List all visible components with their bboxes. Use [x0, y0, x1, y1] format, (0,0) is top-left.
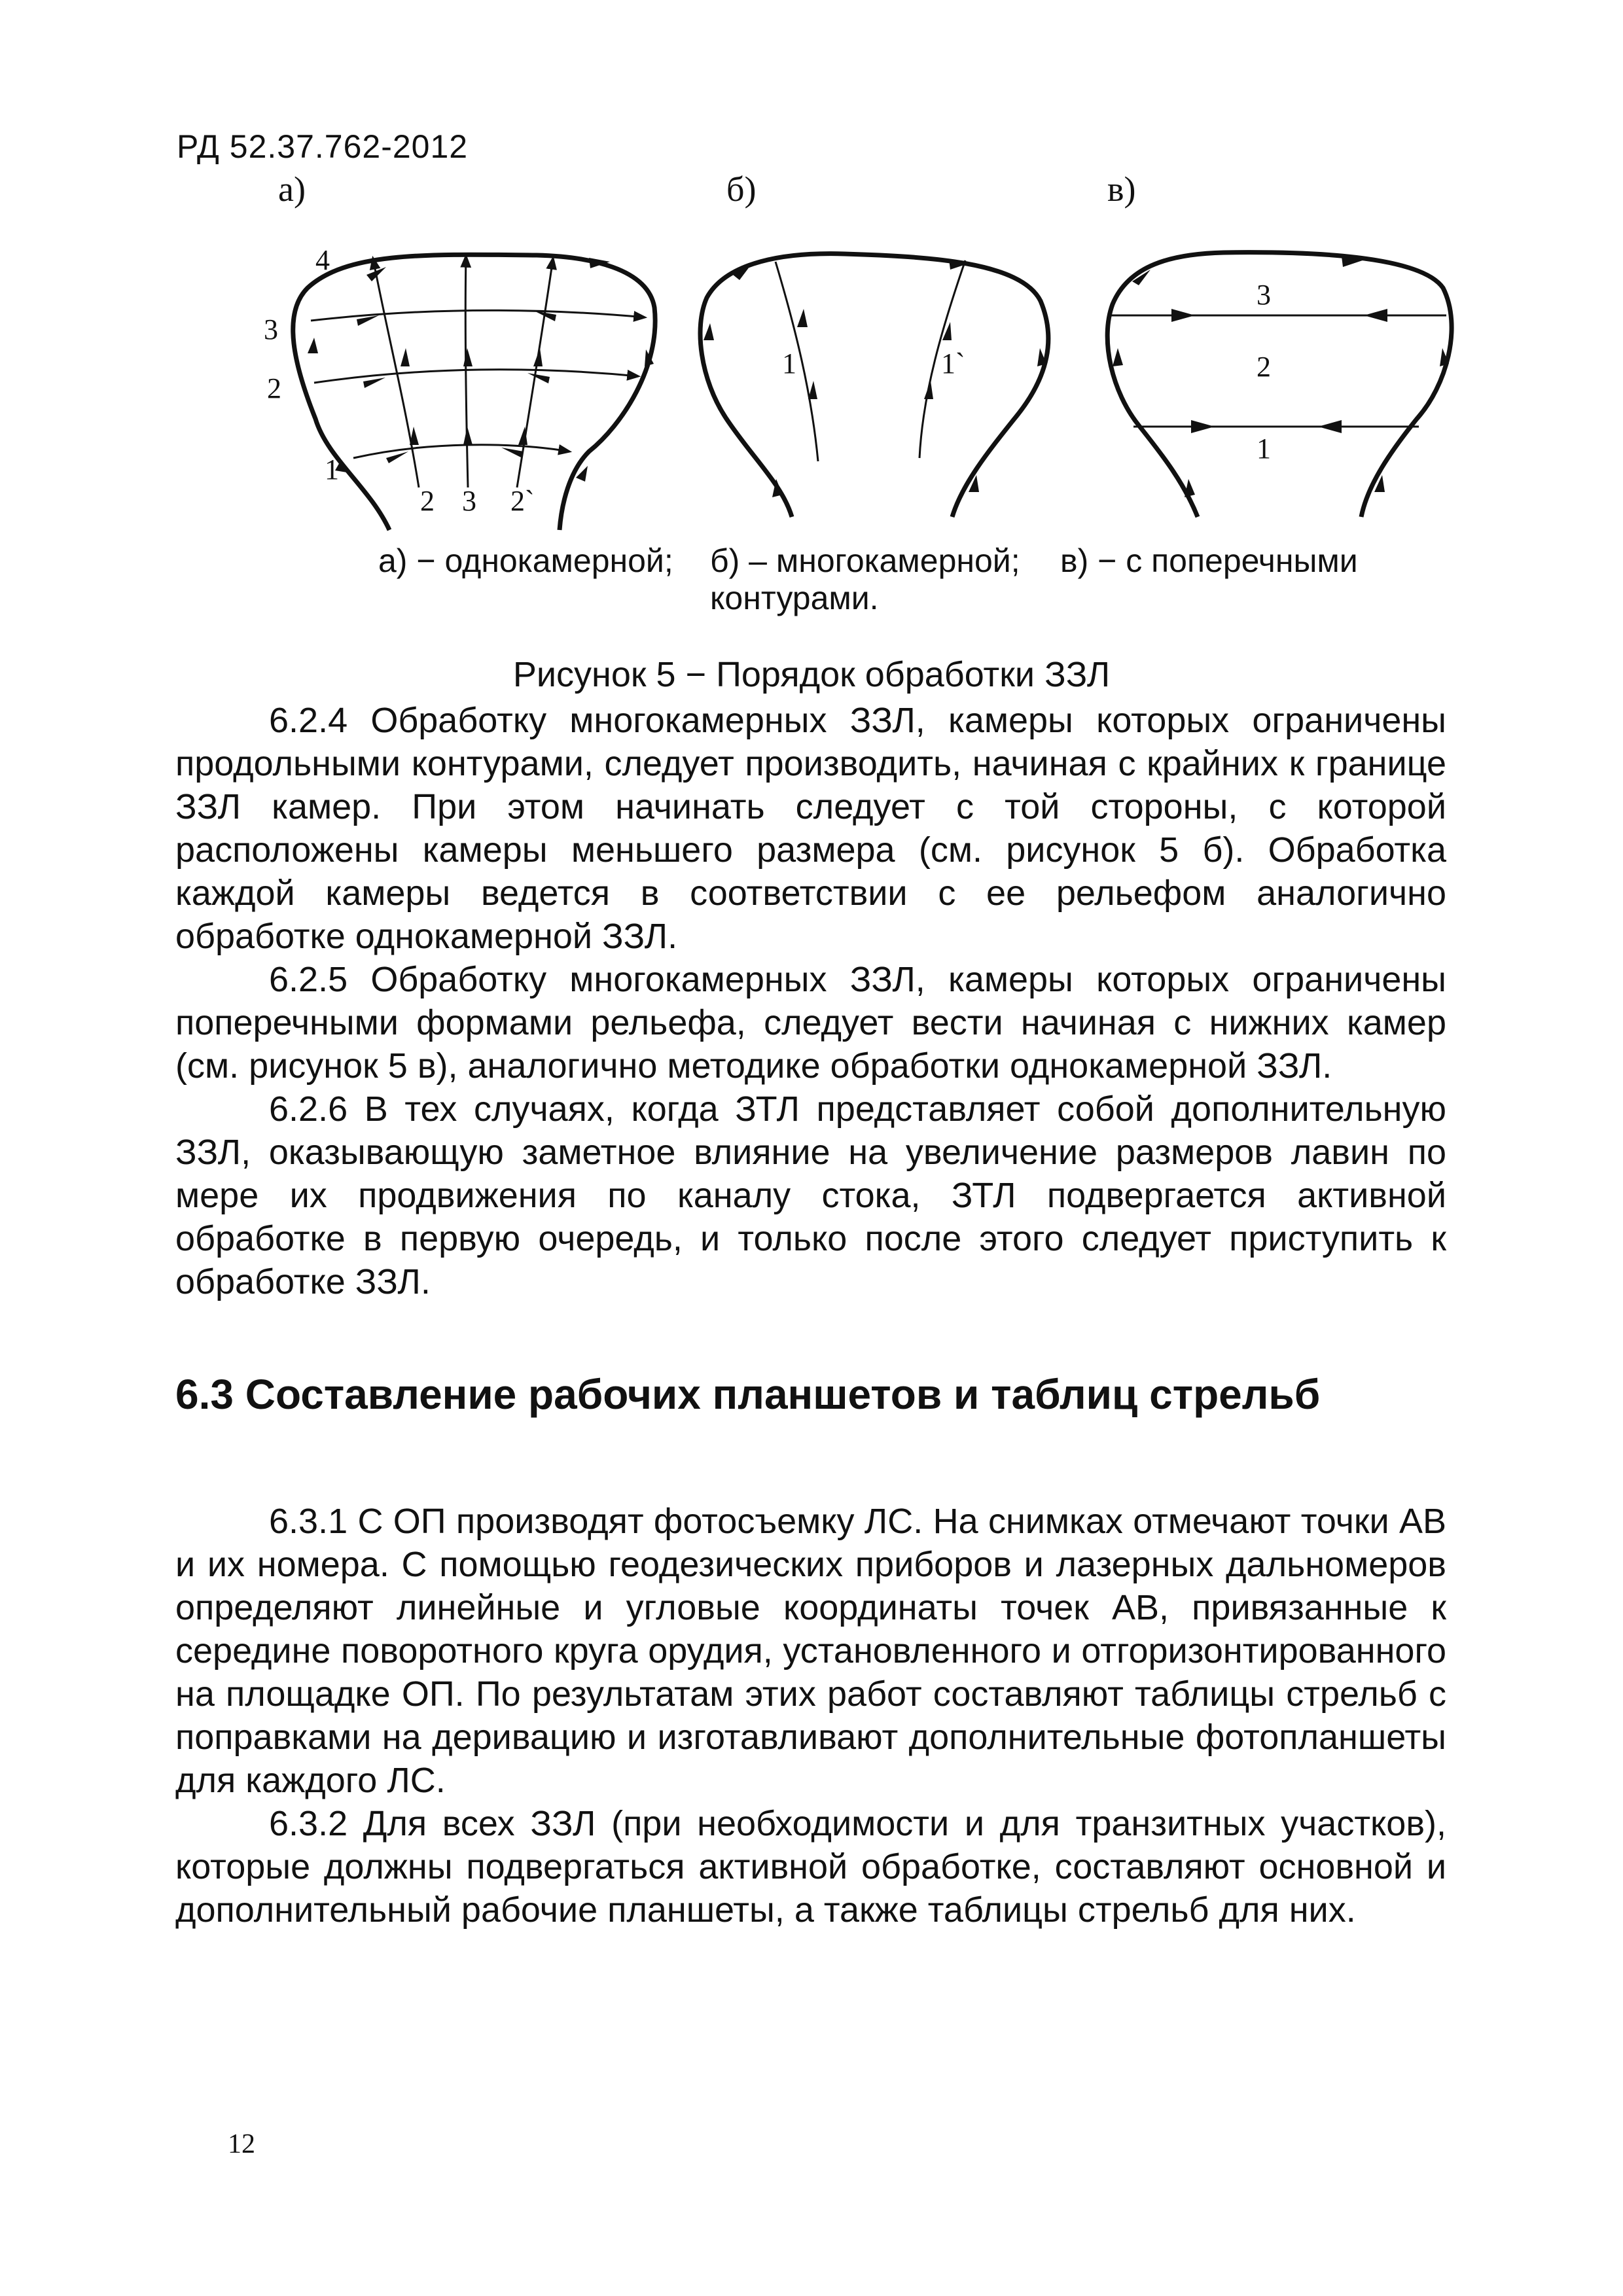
paragraph-6-3-2: 6.3.2 Для всех ЗЗЛ (при необходимости и для транзитных участков), которые должны подвергаться активной обработке, составляют основной и дополнительный рабочие планшеты, а также таблицы стрельб для них. — [175, 1804, 1446, 1930]
panel-c-diagram — [1107, 253, 1452, 517]
panel-b-caption: б) – многокамерной; — [710, 542, 1020, 579]
figure-5 — [0, 0, 1623, 654]
body-text-1 — [175, 699, 1446, 1932]
paragraph-6-3-1: 6.3.1 С ОП производят фотосъемку ЛС. На снимках отмечают точки АВ и их номера. С помощью геодезических приборов и лазерных дальномеров определяют линейные и угловые координаты точек АВ, привязанные к середине поворотного круга орудия, установленного и отгоризонтированного на площадке ОП. По результатам этих работ составляют таблицы стрельб с поправками на деривацию и изготавливают дополнительные фотопланшеты для каждого ЛС. — [175, 1502, 1446, 1800]
panel-b-label: б) — [726, 169, 757, 209]
paragraph-6-2-5: 6.2.5 Обработку многокамерных ЗЗЛ, камеры которых ограничены поперечными формами рельефа, следует вести начиная с нижних камер (см. рисунок 5 в), аналогично методике обработки однокамерной ЗЗЛ. — [175, 960, 1446, 1086]
panel-a-number: 2 — [267, 372, 281, 404]
panel-c-outline — [1107, 253, 1452, 517]
panel-a-label: а) — [278, 169, 306, 209]
panel-b-outline — [700, 254, 1048, 517]
figure-caption-tail: контурами. — [710, 580, 879, 616]
panel-a-number: 2` — [510, 485, 535, 517]
paragraph-6-2-6: 6.2.6 В тех случаях, когда ЗТЛ представляет собой дополнительную ЗЗЛ, оказывающую заметное влияние на увеличение размеров лавин по мере их продвижения по каналу стока, ЗТЛ подвергается активной обработке в первую очередь, и только после этого следует приступить к обработке ЗЗЛ. — [175, 1089, 1446, 1301]
panel-b-diagram — [700, 254, 1048, 517]
paragraph-6-2-4: 6.2.4 Обработку многокамерных ЗЗЛ, камеры которых ограничены продольными контурами, следует производить, начиная с крайних к границе ЗЗЛ камер. При этом начинать следует с той стороны, с которой расположены камеры меньшего размера (см. рисунок 5 б). Обработка каждой камеры ведется в соответствии с ее рельефом аналогично обработке однокамерной ЗЗЛ. — [175, 701, 1446, 956]
panel-c-number: 1 — [1257, 433, 1271, 465]
panel-a-number: 1 — [325, 453, 339, 486]
section-heading-6-3: 6.3 Составление рабочих планшетов и таблиц стрельб — [175, 1371, 1321, 1418]
panel-c-number: 3 — [1257, 279, 1271, 311]
panel-a-number: 4 — [315, 244, 330, 276]
panel-c-label: в) — [1107, 169, 1136, 209]
panel-c-number: 2 — [1257, 351, 1271, 383]
page-number: 12 — [228, 2129, 255, 2159]
panel-a-number: 3 — [462, 485, 476, 517]
figure-title: Рисунок 5 − Порядок обработки ЗЗЛ — [512, 655, 1111, 694]
panel-c-caption: в) − с поперечными — [1060, 542, 1358, 579]
panel-b-number: 1` — [941, 347, 965, 380]
document-number: РД 52.37.762-2012 — [177, 128, 469, 165]
panel-a-number: 3 — [264, 313, 278, 345]
panel-a-caption: а) − однокамерной; — [378, 542, 673, 579]
panel-b-number: 1 — [782, 347, 796, 380]
panel-a-number: 2 — [420, 485, 435, 517]
